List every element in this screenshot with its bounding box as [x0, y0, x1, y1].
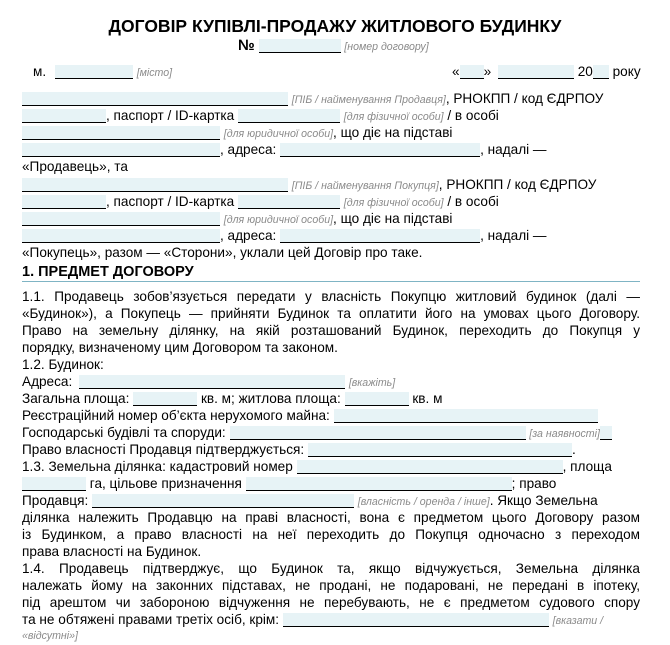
date-year-suffix: року	[612, 64, 641, 79]
seller-representative-field[interactable]	[22, 126, 220, 140]
date-quote-close: »	[483, 64, 492, 79]
buyer-legal-hint: [для юридичної особи]	[223, 214, 334, 226]
seller-address-label: , адреса:	[220, 142, 277, 157]
number-sign: №	[238, 37, 255, 54]
plot-area-label: , площа	[562, 459, 612, 474]
registration-number-label: Реєстраційний номер об’єкта нерухомого майна:	[22, 408, 330, 423]
paragraph-1-2-heading: 1.2. Будинок:	[22, 357, 104, 372]
seller-passport-label: , паспорт / ID-картка	[106, 108, 235, 123]
seller-tax-id-field[interactable]	[22, 109, 106, 123]
section-1-heading: 1. ПРЕДМЕТ ДОГОВОРУ	[22, 263, 640, 282]
date-day-field[interactable]	[460, 65, 484, 79]
outbuildings-field-end[interactable]	[600, 426, 612, 440]
city-prefix: м.	[33, 64, 47, 79]
house-address-field[interactable]	[79, 375, 345, 389]
paragraph-1-1-line: Право на земельну ділянку, на якій розташований Будинок, переходить до Покупця у	[22, 323, 640, 338]
plot-right-field[interactable]	[92, 494, 354, 508]
date-year-field[interactable]	[593, 65, 609, 79]
buyer-passport-label: , паспорт / ID-картка	[106, 194, 235, 209]
buyer-in-person-label: / в особі	[447, 194, 499, 209]
house-address-label: Адреса:	[22, 374, 73, 389]
seller-name-field[interactable]	[22, 92, 288, 106]
buyer-individual-hint: [для фізичної особи]	[343, 197, 444, 209]
buyer-hereinafter-label: , надалі —	[480, 228, 547, 243]
seller-passport-field[interactable]	[238, 109, 340, 123]
paragraph-1-4-line: належать йому на законних підставах, не продані, не подаровані, не передані в іпотеку,	[22, 578, 640, 593]
house-address-hint: [вкажіть]	[348, 377, 396, 389]
contract-number-field[interactable]	[259, 39, 341, 53]
outbuildings-field[interactable]	[230, 426, 526, 440]
seller-address-field[interactable]	[280, 143, 480, 157]
buyer-name-field[interactable]	[22, 178, 288, 192]
buyer-passport-field[interactable]	[238, 195, 340, 209]
city-line	[33, 63, 172, 82]
encumbrances-label: та не обтяжені правами третіх осіб, крім:	[22, 612, 280, 627]
house-area-line	[22, 390, 442, 407]
plot-right-hint: [власність / оренда / інше]	[357, 496, 490, 508]
seller-legal-hint: [для юридичної особи]	[223, 128, 334, 140]
buyer-tax-id-label: , РНОКПП / код ЄДРПОУ	[438, 177, 597, 192]
outbuildings-hint: [за наявності]	[529, 428, 600, 440]
encumbrances-hint-cut: «відсутні»]	[22, 630, 78, 642]
ownership-end: .	[571, 442, 576, 457]
encumbrances-hint: [вказати /	[552, 615, 604, 627]
buyer-representative-field[interactable]	[22, 212, 220, 226]
encumbrances-field[interactable]	[283, 613, 549, 627]
paragraph-1-4-line: під арештом чи забороною відчуження не перебувають, не є предметом судового спору	[22, 595, 640, 610]
cadastral-number-field[interactable]	[297, 460, 563, 474]
plot-purpose-field[interactable]	[246, 477, 512, 491]
buyer-basis-field[interactable]	[22, 229, 220, 243]
outbuildings-label: Господарські будівлі та споруди:	[22, 425, 226, 440]
buyer-tax-id-field[interactable]	[22, 195, 106, 209]
cadastral-label: 1.3. Земельна ділянка: кадастровий номер	[22, 459, 293, 474]
date-quote-open: «	[452, 64, 460, 79]
city-hint: [місто]	[136, 67, 173, 79]
seller-basis-field[interactable]	[22, 143, 220, 157]
date-line	[452, 63, 641, 80]
buyer-address-line	[22, 227, 547, 244]
paragraph-1-1-line: порядку, визначеному цим Договором та законом.	[22, 340, 338, 355]
seller-role-line: «Продавець», та	[22, 159, 128, 174]
date-year-prefix: 20	[577, 64, 593, 79]
plot-seller-label: Продавця:	[22, 493, 89, 508]
plot-purpose-line	[22, 475, 556, 492]
city-field[interactable]	[55, 65, 133, 79]
living-area-label: кв. м; житлова площа:	[200, 391, 341, 406]
paragraph-1-1-line: «Будинок»), а Покупець — прийняти Будинок та оплатити його на умовах цього Договору.	[22, 306, 640, 321]
contract-number-hint: [номер договору]	[344, 41, 429, 53]
contract-number-line	[238, 37, 429, 56]
buyer-address-label: , адреса:	[220, 228, 277, 243]
plot-area-field[interactable]	[22, 477, 86, 491]
cadastral-line	[22, 458, 612, 475]
buyer-role-line: «Покупець», разом — «Сторони», уклали цей Договір про таке.	[22, 245, 423, 260]
paragraph-1-1-line: 1.1. Продавець зобов’язується передати у власність Покупцю житловий будинок (далі —	[22, 289, 640, 304]
paragraph-1-3-line: права власності на Будинок.	[22, 544, 202, 559]
paragraph-1-4-line: 1.4. Продавець підтверджує, що Будинок та, якщо відчужується, Земельна ділянка	[22, 561, 640, 576]
seller-tax-id-label: , РНОКПП / код ЄДРПОУ	[445, 91, 604, 106]
plot-right-tail: . Якщо Земельна	[489, 493, 598, 508]
total-area-field[interactable]	[133, 392, 197, 406]
living-area-field[interactable]	[345, 392, 409, 406]
date-month-field[interactable]	[498, 65, 574, 79]
paragraph-1-3-line: ділянка належить Продавцю на праві власності, вона є предметом цього Договору разом	[22, 510, 640, 525]
plot-purpose-label: га, цільове призначення	[89, 476, 242, 491]
ownership-field[interactable]	[308, 443, 572, 457]
buyer-acting-label: , що діє на підставі	[333, 211, 453, 226]
buyer-name-hint: [ПІБ / найменування Покупця]	[291, 180, 439, 192]
document-title: ДОГОВІР КУПІВЛІ-ПРОДАЖУ ЖИТЛОВОГО БУДИНКУ	[108, 16, 562, 36]
ownership-line	[22, 441, 576, 458]
seller-address-line	[22, 141, 547, 158]
buyer-address-field[interactable]	[280, 229, 480, 243]
seller-individual-hint: [для фізичної особи]	[343, 111, 444, 123]
plot-right-label: ; право	[511, 476, 557, 491]
ownership-label: Право власності Продавця підтверджується:	[22, 442, 305, 457]
sqm-label: кв. м	[412, 391, 443, 406]
registration-number-field[interactable]	[334, 409, 598, 423]
seller-in-person-label: / в особі	[447, 108, 499, 123]
seller-name-hint: [ПІБ / найменування Продавця]	[291, 94, 446, 106]
encumbrances-line	[22, 611, 603, 630]
paragraph-1-3-line: із Будинком, а право власності на неї переходить до Покупця одночасно з переходом	[22, 527, 640, 542]
total-area-label: Загальна площа:	[22, 391, 130, 406]
seller-acting-label: , що діє на підставі	[333, 125, 453, 140]
encumbrances-hint-continued	[22, 626, 78, 645]
seller-hereinafter-label: , надалі —	[480, 142, 547, 157]
registration-number-line	[22, 407, 598, 424]
